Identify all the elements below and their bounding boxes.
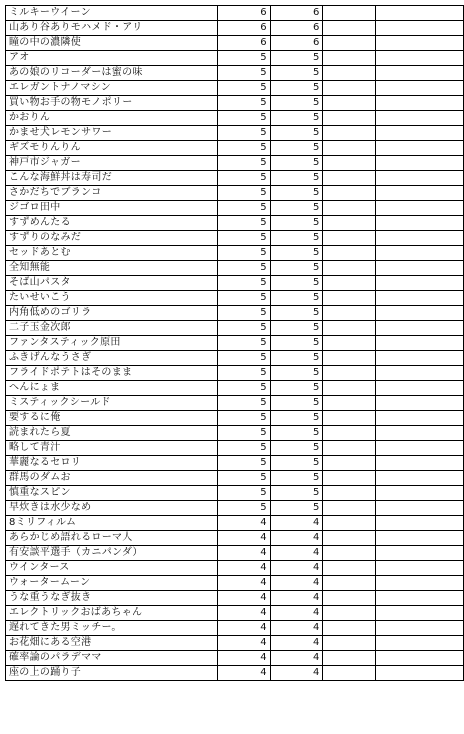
table-row: [6, 141, 464, 156]
empty-cell[interactable]: [376, 321, 464, 336]
score-cell-2[interactable]: 4: [270, 636, 323, 651]
table-row: [6, 276, 464, 291]
empty-cell[interactable]: [376, 201, 464, 216]
score-cell-1[interactable]: 5: [217, 441, 270, 456]
empty-cell[interactable]: [323, 126, 376, 141]
score-cell-1[interactable]: 5: [217, 366, 270, 381]
score-cell-2[interactable]: 5: [270, 321, 323, 336]
empty-cell[interactable]: [376, 126, 464, 141]
empty-cell[interactable]: [323, 546, 376, 561]
score-cell-1[interactable]: 4: [217, 546, 270, 561]
empty-cell[interactable]: [323, 186, 376, 201]
score-cell-1[interactable]: 6: [217, 6, 270, 21]
name-cell[interactable]: 瞳の中の濃隣使: [6, 36, 218, 51]
empty-cell[interactable]: [323, 606, 376, 621]
empty-cell[interactable]: [376, 246, 464, 261]
empty-cell[interactable]: [376, 381, 464, 396]
name-cell[interactable]: お花畑にある空港: [6, 636, 218, 651]
score-cell-1[interactable]: 6: [217, 21, 270, 36]
table-row: [6, 81, 464, 96]
empty-cell[interactable]: [323, 81, 376, 96]
score-cell-2[interactable]: 6: [270, 21, 323, 36]
empty-cell[interactable]: [323, 381, 376, 396]
score-cell-1[interactable]: 4: [217, 651, 270, 666]
table-row: [6, 531, 464, 546]
empty-cell[interactable]: [376, 561, 464, 576]
table-row: [6, 306, 464, 321]
table-row: [6, 261, 464, 276]
empty-cell[interactable]: [376, 501, 464, 516]
score-cell-2[interactable]: 6: [270, 36, 323, 51]
empty-cell[interactable]: [376, 666, 464, 681]
empty-cell[interactable]: [376, 351, 464, 366]
name-cell[interactable]: 山あり谷ありモハメド・アリ: [6, 21, 218, 36]
empty-cell[interactable]: [323, 51, 376, 66]
empty-cell[interactable]: [376, 591, 464, 606]
name-cell[interactable]: へんにょま: [6, 381, 218, 396]
score-cell-2[interactable]: 5: [270, 141, 323, 156]
empty-cell[interactable]: [323, 501, 376, 516]
name-cell[interactable]: うな重うなぎ抜き: [6, 591, 218, 606]
score-cell-2[interactable]: 5: [270, 441, 323, 456]
score-cell-2[interactable]: 4: [270, 621, 323, 636]
spreadsheet-body: [6, 6, 464, 681]
score-cell-2[interactable]: 4: [270, 651, 323, 666]
empty-cell[interactable]: [323, 96, 376, 111]
table-row: [6, 591, 464, 606]
empty-cell[interactable]: [323, 366, 376, 381]
table-row: [6, 321, 464, 336]
empty-cell[interactable]: [323, 486, 376, 501]
score-cell-2[interactable]: 5: [270, 381, 323, 396]
empty-cell[interactable]: [376, 606, 464, 621]
table-row: [6, 471, 464, 486]
empty-cell[interactable]: [376, 486, 464, 501]
name-cell[interactable]: ウォータームーン: [6, 576, 218, 591]
empty-cell[interactable]: [376, 471, 464, 486]
score-cell-1[interactable]: 5: [217, 231, 270, 246]
name-cell[interactable]: あらかじめ語れるローマ人: [6, 531, 218, 546]
table-row: [6, 501, 464, 516]
empty-cell[interactable]: [323, 471, 376, 486]
name-cell[interactable]: エレクトリックおばあちゃん: [6, 606, 218, 621]
name-cell[interactable]: 華麗なるセロリ: [6, 456, 218, 471]
table-row: [6, 576, 464, 591]
empty-cell[interactable]: [323, 576, 376, 591]
empty-cell[interactable]: [376, 306, 464, 321]
score-cell-1[interactable]: 5: [217, 141, 270, 156]
score-cell-2[interactable]: 5: [270, 351, 323, 366]
name-cell[interactable]: ファンタスティック原田: [6, 336, 218, 351]
score-cell-2[interactable]: 5: [270, 66, 323, 81]
table-row: [6, 216, 464, 231]
table-row: [6, 441, 464, 456]
empty-cell[interactable]: [376, 96, 464, 111]
empty-cell[interactable]: [323, 306, 376, 321]
empty-cell[interactable]: [323, 36, 376, 51]
empty-cell[interactable]: [323, 141, 376, 156]
score-cell-1[interactable]: 5: [217, 96, 270, 111]
empty-cell[interactable]: [376, 396, 464, 411]
table-row: [6, 6, 464, 21]
score-cell-1[interactable]: 4: [217, 516, 270, 531]
name-cell[interactable]: 二子玉金次郎: [6, 321, 218, 336]
score-cell-1[interactable]: 5: [217, 486, 270, 501]
table-row: [6, 171, 464, 186]
table-row: [6, 66, 464, 81]
empty-cell[interactable]: [323, 6, 376, 21]
empty-cell[interactable]: [323, 636, 376, 651]
empty-cell[interactable]: [323, 21, 376, 36]
score-cell-1[interactable]: 5: [217, 246, 270, 261]
name-cell[interactable]: かませ犬レモンサワー: [6, 126, 218, 141]
score-cell-2[interactable]: 5: [270, 471, 323, 486]
score-cell-2[interactable]: 5: [270, 411, 323, 426]
empty-cell[interactable]: [323, 336, 376, 351]
table-row: [6, 606, 464, 621]
empty-cell[interactable]: [376, 6, 464, 21]
empty-cell[interactable]: [323, 651, 376, 666]
empty-cell[interactable]: [376, 651, 464, 666]
table-row: [6, 246, 464, 261]
empty-cell[interactable]: [323, 156, 376, 171]
score-cell-1[interactable]: 5: [217, 111, 270, 126]
score-cell-2[interactable]: 5: [270, 426, 323, 441]
name-cell[interactable]: エレガントナノマシン: [6, 81, 218, 96]
score-cell-1[interactable]: 5: [217, 66, 270, 81]
score-cell-2[interactable]: 5: [270, 126, 323, 141]
empty-cell[interactable]: [323, 396, 376, 411]
score-cell-1[interactable]: 5: [217, 411, 270, 426]
empty-cell[interactable]: [323, 351, 376, 366]
name-cell[interactable]: 群馬のダムお: [6, 471, 218, 486]
score-cell-2[interactable]: 5: [270, 186, 323, 201]
name-cell[interactable]: そば山パスタ: [6, 276, 218, 291]
score-cell-2[interactable]: 5: [270, 111, 323, 126]
table-row: [6, 411, 464, 426]
score-cell-1[interactable]: 5: [217, 351, 270, 366]
score-cell-1[interactable]: 4: [217, 666, 270, 681]
score-cell-2[interactable]: 4: [270, 546, 323, 561]
name-cell[interactable]: 読まれたら夏: [6, 426, 218, 441]
score-cell-2[interactable]: 5: [270, 276, 323, 291]
empty-cell[interactable]: [323, 276, 376, 291]
score-cell-1[interactable]: 5: [217, 171, 270, 186]
name-cell[interactable]: あの娘のリコーダーは蜜の味: [6, 66, 218, 81]
empty-cell[interactable]: [323, 666, 376, 681]
name-cell[interactable]: ふきげんなうさぎ: [6, 351, 218, 366]
table-row: [6, 426, 464, 441]
score-cell-2[interactable]: 5: [270, 366, 323, 381]
table-row: [6, 516, 464, 531]
empty-cell[interactable]: [323, 621, 376, 636]
name-cell[interactable]: 有安談平選手（カニパンダ）: [6, 546, 218, 561]
empty-cell[interactable]: [376, 21, 464, 36]
empty-cell[interactable]: [376, 291, 464, 306]
empty-cell[interactable]: [376, 426, 464, 441]
score-cell-1[interactable]: 5: [217, 336, 270, 351]
table-row: [6, 96, 464, 111]
score-cell-2[interactable]: 5: [270, 486, 323, 501]
table-row: [6, 231, 464, 246]
name-cell[interactable]: ウインタース: [6, 561, 218, 576]
table-row: [6, 456, 464, 471]
score-cell-1[interactable]: 5: [217, 81, 270, 96]
table-row: [6, 51, 464, 66]
name-cell[interactable]: こんな海鮮丼は寿司だ: [6, 171, 218, 186]
table-row: [6, 336, 464, 351]
empty-cell[interactable]: [376, 81, 464, 96]
score-cell-1[interactable]: 5: [217, 51, 270, 66]
score-cell-2[interactable]: 5: [270, 231, 323, 246]
name-cell[interactable]: 遅れてきた男ミッチー。: [6, 621, 218, 636]
table-row: [6, 36, 464, 51]
name-cell[interactable]: ミルキーウイーン: [6, 6, 218, 21]
name-cell[interactable]: 略して青汁: [6, 441, 218, 456]
table-row: [6, 381, 464, 396]
empty-cell[interactable]: [323, 591, 376, 606]
table-row: [6, 666, 464, 681]
name-cell[interactable]: すずめんたる: [6, 216, 218, 231]
empty-cell[interactable]: [376, 261, 464, 276]
empty-cell[interactable]: [376, 516, 464, 531]
score-cell-1[interactable]: 6: [217, 36, 270, 51]
empty-cell[interactable]: [323, 321, 376, 336]
score-cell-2[interactable]: 5: [270, 156, 323, 171]
name-cell[interactable]: フライドポテトはそのまま: [6, 366, 218, 381]
score-cell-2[interactable]: 5: [270, 171, 323, 186]
name-cell[interactable]: 神戸市ジャガー: [6, 156, 218, 171]
score-cell-1[interactable]: 4: [217, 636, 270, 651]
table-row: [6, 561, 464, 576]
empty-cell[interactable]: [323, 201, 376, 216]
score-cell-2[interactable]: 5: [270, 96, 323, 111]
empty-cell[interactable]: [323, 441, 376, 456]
score-cell-1[interactable]: 5: [217, 321, 270, 336]
empty-cell[interactable]: [323, 411, 376, 426]
score-cell-2[interactable]: 5: [270, 336, 323, 351]
score-cell-2[interactable]: 5: [270, 81, 323, 96]
score-cell-2[interactable]: 5: [270, 291, 323, 306]
name-cell[interactable]: すずりのなみだ: [6, 231, 218, 246]
empty-cell[interactable]: [323, 516, 376, 531]
score-cell-1[interactable]: 4: [217, 621, 270, 636]
empty-cell[interactable]: [376, 366, 464, 381]
score-cell-1[interactable]: 5: [217, 471, 270, 486]
empty-cell[interactable]: [376, 231, 464, 246]
score-cell-1[interactable]: 4: [217, 606, 270, 621]
name-cell[interactable]: ミスティックシールド: [6, 396, 218, 411]
empty-cell[interactable]: [323, 231, 376, 246]
score-cell-1[interactable]: 5: [217, 186, 270, 201]
table-row: [6, 366, 464, 381]
name-cell[interactable]: かおりん: [6, 111, 218, 126]
empty-cell[interactable]: [376, 216, 464, 231]
empty-cell[interactable]: [376, 636, 464, 651]
empty-cell[interactable]: [323, 261, 376, 276]
score-cell-1[interactable]: 5: [217, 291, 270, 306]
name-cell[interactable]: 確率論のパラデママ: [6, 651, 218, 666]
score-cell-1[interactable]: 5: [217, 381, 270, 396]
empty-cell[interactable]: [323, 216, 376, 231]
name-cell[interactable]: 8ミリフィルム: [6, 516, 218, 531]
score-cell-2[interactable]: 5: [270, 216, 323, 231]
name-cell[interactable]: 内角低めのゴリラ: [6, 306, 218, 321]
empty-cell[interactable]: [323, 531, 376, 546]
name-cell[interactable]: ギズモりんりん: [6, 141, 218, 156]
score-cell-2[interactable]: 4: [270, 576, 323, 591]
score-cell-1[interactable]: 5: [217, 501, 270, 516]
empty-cell[interactable]: [376, 186, 464, 201]
empty-cell[interactable]: [376, 411, 464, 426]
score-cell-2[interactable]: 4: [270, 591, 323, 606]
empty-cell[interactable]: [323, 291, 376, 306]
score-cell-2[interactable]: 5: [270, 396, 323, 411]
table-row: [6, 636, 464, 651]
table-row: [6, 291, 464, 306]
empty-cell[interactable]: [376, 621, 464, 636]
name-cell[interactable]: 早炊きは水少なめ: [6, 501, 218, 516]
empty-cell[interactable]: [376, 171, 464, 186]
table-row: [6, 21, 464, 36]
score-cell-2[interactable]: 5: [270, 201, 323, 216]
empty-cell[interactable]: [323, 561, 376, 576]
name-cell[interactable]: 買い物お手の物モノポリー: [6, 96, 218, 111]
score-cell-2[interactable]: 5: [270, 501, 323, 516]
table-row: [6, 351, 464, 366]
empty-cell[interactable]: [376, 276, 464, 291]
spreadsheet-table: [5, 5, 464, 681]
table-row: [6, 396, 464, 411]
score-cell-1[interactable]: 5: [217, 261, 270, 276]
empty-cell[interactable]: [376, 51, 464, 66]
score-cell-1[interactable]: 5: [217, 456, 270, 471]
empty-cell[interactable]: [376, 111, 464, 126]
score-cell-1[interactable]: 4: [217, 576, 270, 591]
score-cell-2[interactable]: 5: [270, 456, 323, 471]
empty-cell[interactable]: [376, 36, 464, 51]
empty-cell[interactable]: [376, 156, 464, 171]
score-cell-2[interactable]: 4: [270, 531, 323, 546]
empty-cell[interactable]: [376, 336, 464, 351]
table-row: [6, 546, 464, 561]
score-cell-2[interactable]: 5: [270, 261, 323, 276]
empty-cell[interactable]: [323, 456, 376, 471]
table-row: [6, 126, 464, 141]
score-cell-1[interactable]: 4: [217, 591, 270, 606]
table-row: [6, 186, 464, 201]
empty-cell[interactable]: [376, 546, 464, 561]
name-cell[interactable]: たいせいこう: [6, 291, 218, 306]
score-cell-2[interactable]: 4: [270, 561, 323, 576]
score-cell-2[interactable]: 5: [270, 246, 323, 261]
score-cell-2[interactable]: 4: [270, 516, 323, 531]
score-cell-2[interactable]: 5: [270, 51, 323, 66]
empty-cell[interactable]: [376, 531, 464, 546]
name-cell[interactable]: 要するに俺: [6, 411, 218, 426]
table-row: [6, 621, 464, 636]
empty-cell[interactable]: [376, 66, 464, 81]
score-cell-2[interactable]: 5: [270, 306, 323, 321]
name-cell[interactable]: セッドあとむ: [6, 246, 218, 261]
score-cell-1[interactable]: 5: [217, 216, 270, 231]
table-row: [6, 111, 464, 126]
table-row: [6, 201, 464, 216]
score-cell-1[interactable]: 5: [217, 276, 270, 291]
score-cell-2[interactable]: 4: [270, 606, 323, 621]
score-cell-1[interactable]: 4: [217, 561, 270, 576]
score-cell-1[interactable]: 5: [217, 201, 270, 216]
score-cell-1[interactable]: 4: [217, 531, 270, 546]
empty-cell[interactable]: [376, 141, 464, 156]
score-cell-1[interactable]: 5: [217, 306, 270, 321]
name-cell[interactable]: 慎重なスピン: [6, 486, 218, 501]
empty-cell[interactable]: [376, 576, 464, 591]
name-cell[interactable]: アオ: [6, 51, 218, 66]
table-row: [6, 156, 464, 171]
score-cell-1[interactable]: 5: [217, 396, 270, 411]
score-cell-2[interactable]: 4: [270, 666, 323, 681]
score-cell-1[interactable]: 5: [217, 156, 270, 171]
score-cell-1[interactable]: 5: [217, 126, 270, 141]
empty-cell[interactable]: [323, 111, 376, 126]
score-cell-2[interactable]: 6: [270, 6, 323, 21]
name-cell[interactable]: さかだちでブランコ: [6, 186, 218, 201]
name-cell[interactable]: ジゴロ田中: [6, 201, 218, 216]
empty-cell[interactable]: [323, 66, 376, 81]
empty-cell[interactable]: [323, 246, 376, 261]
empty-cell[interactable]: [376, 456, 464, 471]
empty-cell[interactable]: [323, 171, 376, 186]
name-cell[interactable]: 座の上の踊り子: [6, 666, 218, 681]
score-cell-1[interactable]: 5: [217, 426, 270, 441]
empty-cell[interactable]: [323, 426, 376, 441]
empty-cell[interactable]: [376, 441, 464, 456]
name-cell[interactable]: 全知無能: [6, 261, 218, 276]
table-row: [6, 486, 464, 501]
table-row: [6, 651, 464, 666]
